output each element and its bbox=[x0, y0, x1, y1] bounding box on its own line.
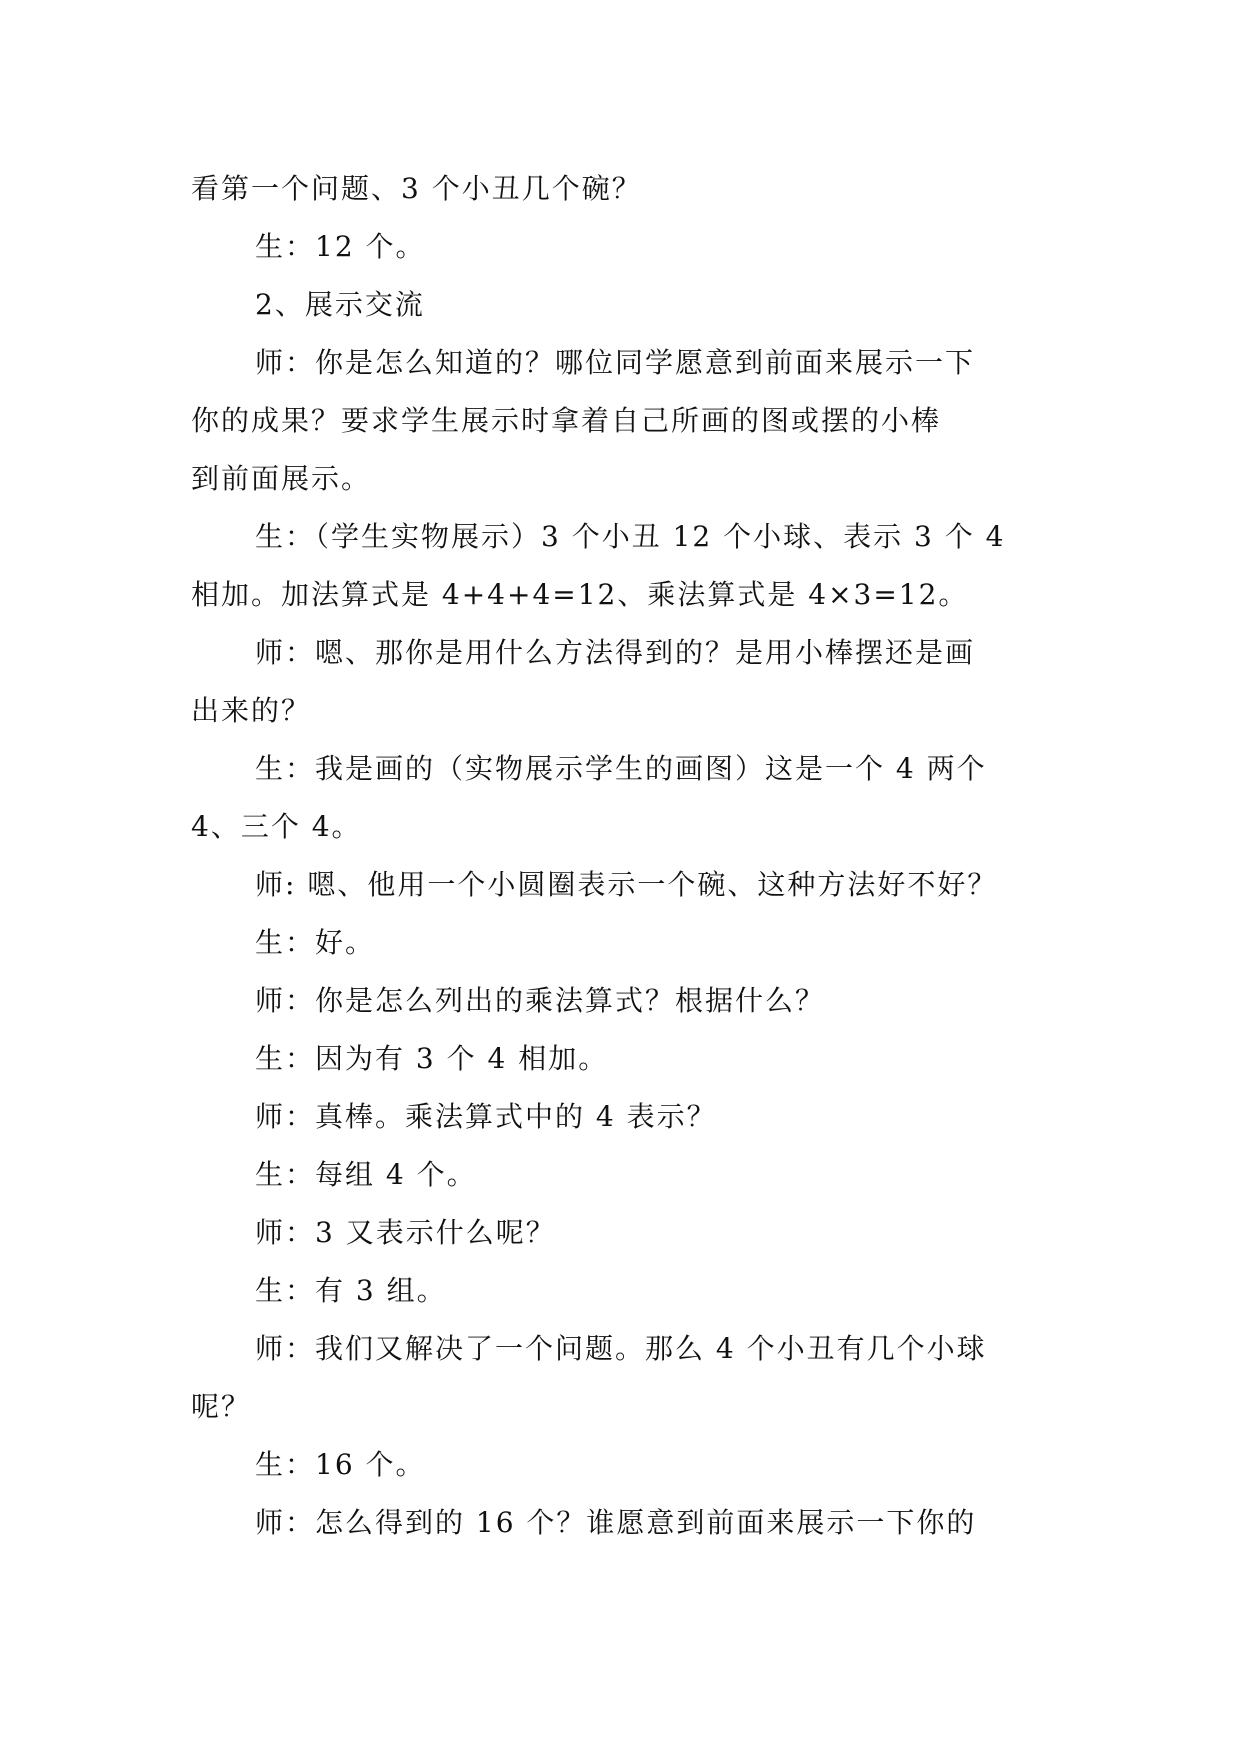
text-line: 生：好。 bbox=[255, 926, 376, 959]
text-line: 师：真棒。乘法算式中的 4 表示？ bbox=[255, 1100, 717, 1133]
document-body bbox=[191, 160, 1047, 1552]
text-line: 生：16 个。 bbox=[255, 1448, 426, 1481]
text-line: 呢？ bbox=[191, 1390, 252, 1423]
text-line: 4、三个 4。 bbox=[191, 810, 362, 843]
text-line: 师：我们又解决了一个问题。那么 4 个小丑有几个小球 bbox=[255, 1332, 987, 1365]
text-line: 出来的？ bbox=[191, 694, 312, 727]
text-line: 生：有 3 组。 bbox=[255, 1274, 447, 1307]
text-line: 生：每组 4 个。 bbox=[255, 1158, 477, 1191]
text-line: 师：3 又表示什么呢？ bbox=[255, 1216, 556, 1249]
text-line: 生：（学生实物展示）3 个小丑 12 个小球、表示 3 个 4 bbox=[255, 520, 1006, 553]
text-line: 生：我是画的（实物展示学生的画图）这是一个 4 两个 bbox=[255, 752, 987, 785]
text-line: 师：嗯、那你是用什么方法得到的？是用小棒摆还是画 bbox=[255, 636, 976, 669]
text-line: 生：因为有 3 个 4 相加。 bbox=[255, 1042, 609, 1075]
text-line: 生：12 个。 bbox=[255, 230, 426, 263]
text-line: 到前面展示。 bbox=[191, 462, 372, 495]
text-line: 看第一个问题、3 个小丑几个碗？ bbox=[191, 172, 642, 205]
text-line: 你的成果？要求学生展示时拿着自己所画的图或摆的小棒 bbox=[191, 404, 942, 437]
text-line: 师: 嗯、他用一个小圆圈表示一个碗、这种方法好不好？ bbox=[255, 868, 998, 901]
section-heading: 2、展示交流 bbox=[255, 288, 425, 321]
text-line: 师：怎么得到的 16 个？谁愿意到前面来展示一下你的 bbox=[255, 1506, 977, 1539]
text-line: 相加。加法算式是 4+4+4=12、乘法算式是 4×3=12。 bbox=[191, 578, 969, 611]
text-line: 师：你是怎么知道的？哪位同学愿意到前面来展示一下 bbox=[255, 346, 976, 379]
text-line: 师：你是怎么列出的乘法算式？根据什么？ bbox=[255, 984, 826, 1017]
